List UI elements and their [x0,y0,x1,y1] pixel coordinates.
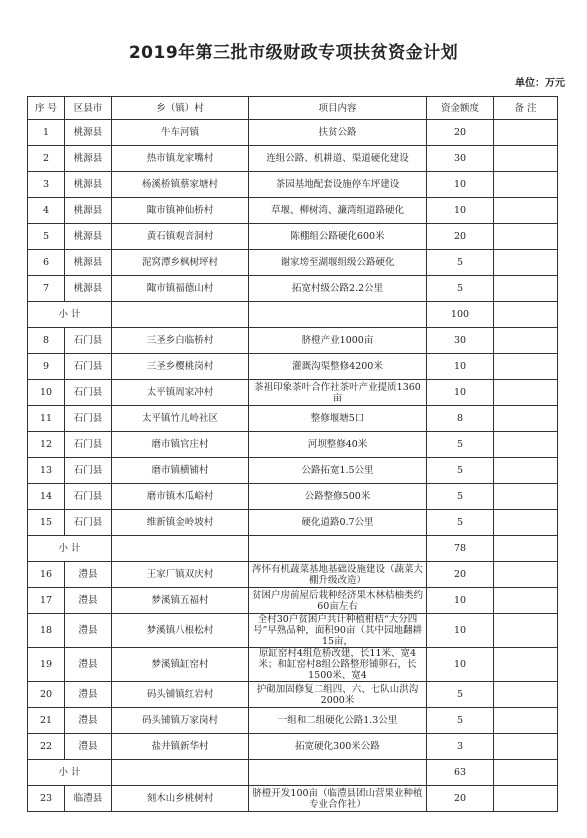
table-row [28,198,558,224]
subtotal-amount: 100 [427,302,494,328]
table-row [28,380,558,406]
cell-amount: 10 [427,588,494,614]
cell-amount: 5 [427,510,494,536]
cell-amount: 5 [427,682,494,708]
cell-content: 草堰、柳树湾、濂湾组道路硬化 [249,198,427,224]
cell-county: 桃源县 [65,224,112,250]
cell-no: 23 [28,786,65,812]
cell-content: 公路拓宽1.5公里 [249,458,427,484]
cell-no: 3 [28,172,65,198]
cell-content: 河坝整修40米 [249,432,427,458]
cell-county: 澧县 [65,708,112,734]
cell-no: 13 [28,458,65,484]
cell-village: 梦溪镇缸窑村 [112,648,249,682]
cell-village: 盐井镇新华村 [112,734,249,760]
cell-village: 太平镇周家冲村 [112,380,249,406]
cell-content: 原缸窑村4组危桥改建，长11米、宽4米；和缸窑村8组公路整形铺卵石，长1500米、宽4 [249,648,427,682]
cell-village: 陬市镇神仙桥村 [112,198,249,224]
cell-amount: 20 [427,786,494,812]
header-content: 项目内容 [249,97,427,120]
cell-village: 梦溪镇五福村 [112,588,249,614]
table-row [28,120,558,146]
cell-village: 杨溪桥镇蔡家塘村 [112,172,249,198]
cell-no: 6 [28,250,65,276]
cell-amount: 20 [427,120,494,146]
subtotal-row [28,536,558,562]
cell-county: 石门县 [65,354,112,380]
cell-amount: 30 [427,328,494,354]
cell-no: 19 [28,648,65,682]
cell-content: 拓宽硬化300米公路 [249,734,427,760]
header-no: 序 号 [28,97,65,120]
subtotal-row [28,760,558,786]
cell-county: 澧县 [65,648,112,682]
cell-no: 11 [28,406,65,432]
cell-note [494,708,558,734]
table-row [28,786,558,812]
cell-no: 21 [28,708,65,734]
table-row [28,250,558,276]
cell-village: 码头铺镇万家岗村 [112,708,249,734]
cell-content: 谢家塝至湖堰组级公路硬化 [249,250,427,276]
subtotal-label: 小 计 [28,760,112,786]
cell-note [494,276,558,302]
cell-no: 9 [28,354,65,380]
subtotal-label: 小 计 [28,536,112,562]
cell-note [494,510,558,536]
cell-no: 7 [28,276,65,302]
unit-label: 单位：万元 [515,78,565,89]
cell-village: 热市镇龙家嘴村 [112,146,249,172]
cell-village [112,760,249,786]
cell-county: 石门县 [65,510,112,536]
cell-county: 石门县 [65,380,112,406]
header-note: 备 注 [494,97,558,120]
cell-note [494,302,558,328]
table-row [28,588,558,614]
cell-amount: 10 [427,198,494,224]
cell-village: 磨市镇木瓜峪村 [112,484,249,510]
cell-county: 桃源县 [65,146,112,172]
table-row [28,708,558,734]
cell-amount: 10 [427,614,494,648]
cell-note [494,562,558,588]
cell-note [494,224,558,250]
cell-note [494,648,558,682]
cell-village [112,536,249,562]
cell-county: 石门县 [65,432,112,458]
cell-amount: 5 [427,432,494,458]
cell-note [494,614,558,648]
cell-amount: 5 [427,484,494,510]
cell-note [494,760,558,786]
cell-content: 脐橙开发100亩（临澧县团山营果业种植专业合作社） [249,786,427,812]
cell-note [494,250,558,276]
cell-no: 20 [28,682,65,708]
cell-county: 桃源县 [65,120,112,146]
table-row [28,648,558,682]
table-row [28,734,558,760]
table-row [28,276,558,302]
cell-content: 茶祖印象茶叶合作社茶叶产业提质1360亩 [249,380,427,406]
cell-content: 脐橙产业1000亩 [249,328,427,354]
cell-amount: 8 [427,406,494,432]
cell-content: 灌溉沟渠整修4200米 [249,354,427,380]
cell-note [494,458,558,484]
cell-county: 桃源县 [65,276,112,302]
header-amount: 资金额度 [427,97,494,120]
cell-amount: 5 [427,458,494,484]
table-row [28,172,558,198]
table-row [28,432,558,458]
cell-note [494,682,558,708]
cell-amount: 3 [427,734,494,760]
cell-village: 三圣乡白临桥村 [112,328,249,354]
cell-county: 石门县 [65,328,112,354]
cell-content: 扶贫公路 [249,120,427,146]
cell-county: 桃源县 [65,250,112,276]
cell-county: 石门县 [65,458,112,484]
cell-amount: 30 [427,146,494,172]
cell-note [494,432,558,458]
cell-content: 贫困户房前屋后栽种经济果木林桔柚类约60亩左右 [249,588,427,614]
cell-content: 涔怀有机蔬菜基地基础设施建设（蔬菜大棚升级改造） [249,562,427,588]
table-row [28,682,558,708]
cell-village: 太平镇竹儿岭社区 [112,406,249,432]
cell-note [494,172,558,198]
cell-village: 王家厂镇双庆村 [112,562,249,588]
cell-county: 澧县 [65,614,112,648]
cell-village: 维新镇金岭坡村 [112,510,249,536]
cell-no: 18 [28,614,65,648]
cell-village: 磨市镇横铺村 [112,458,249,484]
table-row [28,328,558,354]
header-village: 乡（镇）村 [112,97,249,120]
cell-village: 梦溪镇八根松村 [112,614,249,648]
cell-note [494,120,558,146]
cell-village: 刻木山乡桃树村 [112,786,249,812]
cell-note [494,380,558,406]
cell-village [112,302,249,328]
cell-county: 澧县 [65,562,112,588]
table-body [28,120,558,812]
table-row [28,406,558,432]
cell-county: 石门县 [65,406,112,432]
table-row [28,354,558,380]
cell-county: 澧县 [65,734,112,760]
cell-village: 黄石镇观音洞村 [112,224,249,250]
cell-no: 5 [28,224,65,250]
cell-amount: 5 [427,250,494,276]
cell-village: 三圣乡樱桃岗村 [112,354,249,380]
cell-no: 12 [28,432,65,458]
subtotal-label: 小 计 [28,302,112,328]
fund-plan-table [27,96,558,812]
cell-village: 磨市镇官庄村 [112,432,249,458]
table-row [28,614,558,648]
subtotal-amount: 78 [427,536,494,562]
header-county: 区县市 [65,97,112,120]
cell-note [494,328,558,354]
cell-note [494,406,558,432]
cell-content: 一组和二组硬化公路1.3公里 [249,708,427,734]
table-row [28,458,558,484]
cell-village: 泥窝潭乡枫树坪村 [112,250,249,276]
cell-content: 拓宽村级公路2.2公里 [249,276,427,302]
cell-note [494,734,558,760]
cell-content: 护砌加固修复二组四、六、七队山洪沟2000米 [249,682,427,708]
cell-no: 17 [28,588,65,614]
cell-amount: 10 [427,648,494,682]
cell-amount: 10 [427,380,494,406]
cell-no: 1 [28,120,65,146]
cell-content: 公路整修500米 [249,484,427,510]
cell-content: 陈棚组公路硬化600米 [249,224,427,250]
cell-amount: 5 [427,276,494,302]
cell-content [249,536,427,562]
cell-content: 全村30户贫困户共计种植柑桔“大分四号”早熟品种，面积90亩（其中园地翻耕15亩， [249,614,427,648]
cell-no: 22 [28,734,65,760]
cell-no: 2 [28,146,65,172]
document-title: 2019年第三批市级财政专项扶贫资金计划 [128,43,459,63]
cell-no: 15 [28,510,65,536]
cell-content: 茶园基地配套设施停车坪建设 [249,172,427,198]
cell-note [494,354,558,380]
table-row [28,146,558,172]
cell-county: 桃源县 [65,198,112,224]
table-row [28,484,558,510]
cell-no: 14 [28,484,65,510]
cell-no: 8 [28,328,65,354]
cell-note [494,198,558,224]
cell-village: 码头铺镇红岩村 [112,682,249,708]
cell-county: 澧县 [65,682,112,708]
subtotal-amount: 63 [427,760,494,786]
table-row [28,224,558,250]
cell-note [494,536,558,562]
cell-amount: 20 [427,224,494,250]
cell-amount: 20 [427,562,494,588]
cell-amount: 10 [427,354,494,380]
table-header-row [28,97,558,120]
cell-content: 硬化道路0.7公里 [249,510,427,536]
cell-county: 桃源县 [65,172,112,198]
cell-county: 石门县 [65,484,112,510]
cell-content: 连组公路、机耕道、渠道硬化建设 [249,146,427,172]
cell-note [494,588,558,614]
cell-no: 4 [28,198,65,224]
cell-note [494,484,558,510]
table-row [28,510,558,536]
cell-village: 牛车河镇 [112,120,249,146]
table-row [28,562,558,588]
cell-no: 10 [28,380,65,406]
cell-content [249,302,427,328]
cell-county: 临澧县 [65,786,112,812]
subtotal-row [28,302,558,328]
cell-amount: 5 [427,708,494,734]
cell-village: 陬市镇福德山村 [112,276,249,302]
cell-content: 整修堰塘5口 [249,406,427,432]
cell-county: 澧县 [65,588,112,614]
cell-note [494,786,558,812]
cell-amount: 10 [427,172,494,198]
cell-no: 16 [28,562,65,588]
cell-note [494,146,558,172]
cell-content [249,760,427,786]
